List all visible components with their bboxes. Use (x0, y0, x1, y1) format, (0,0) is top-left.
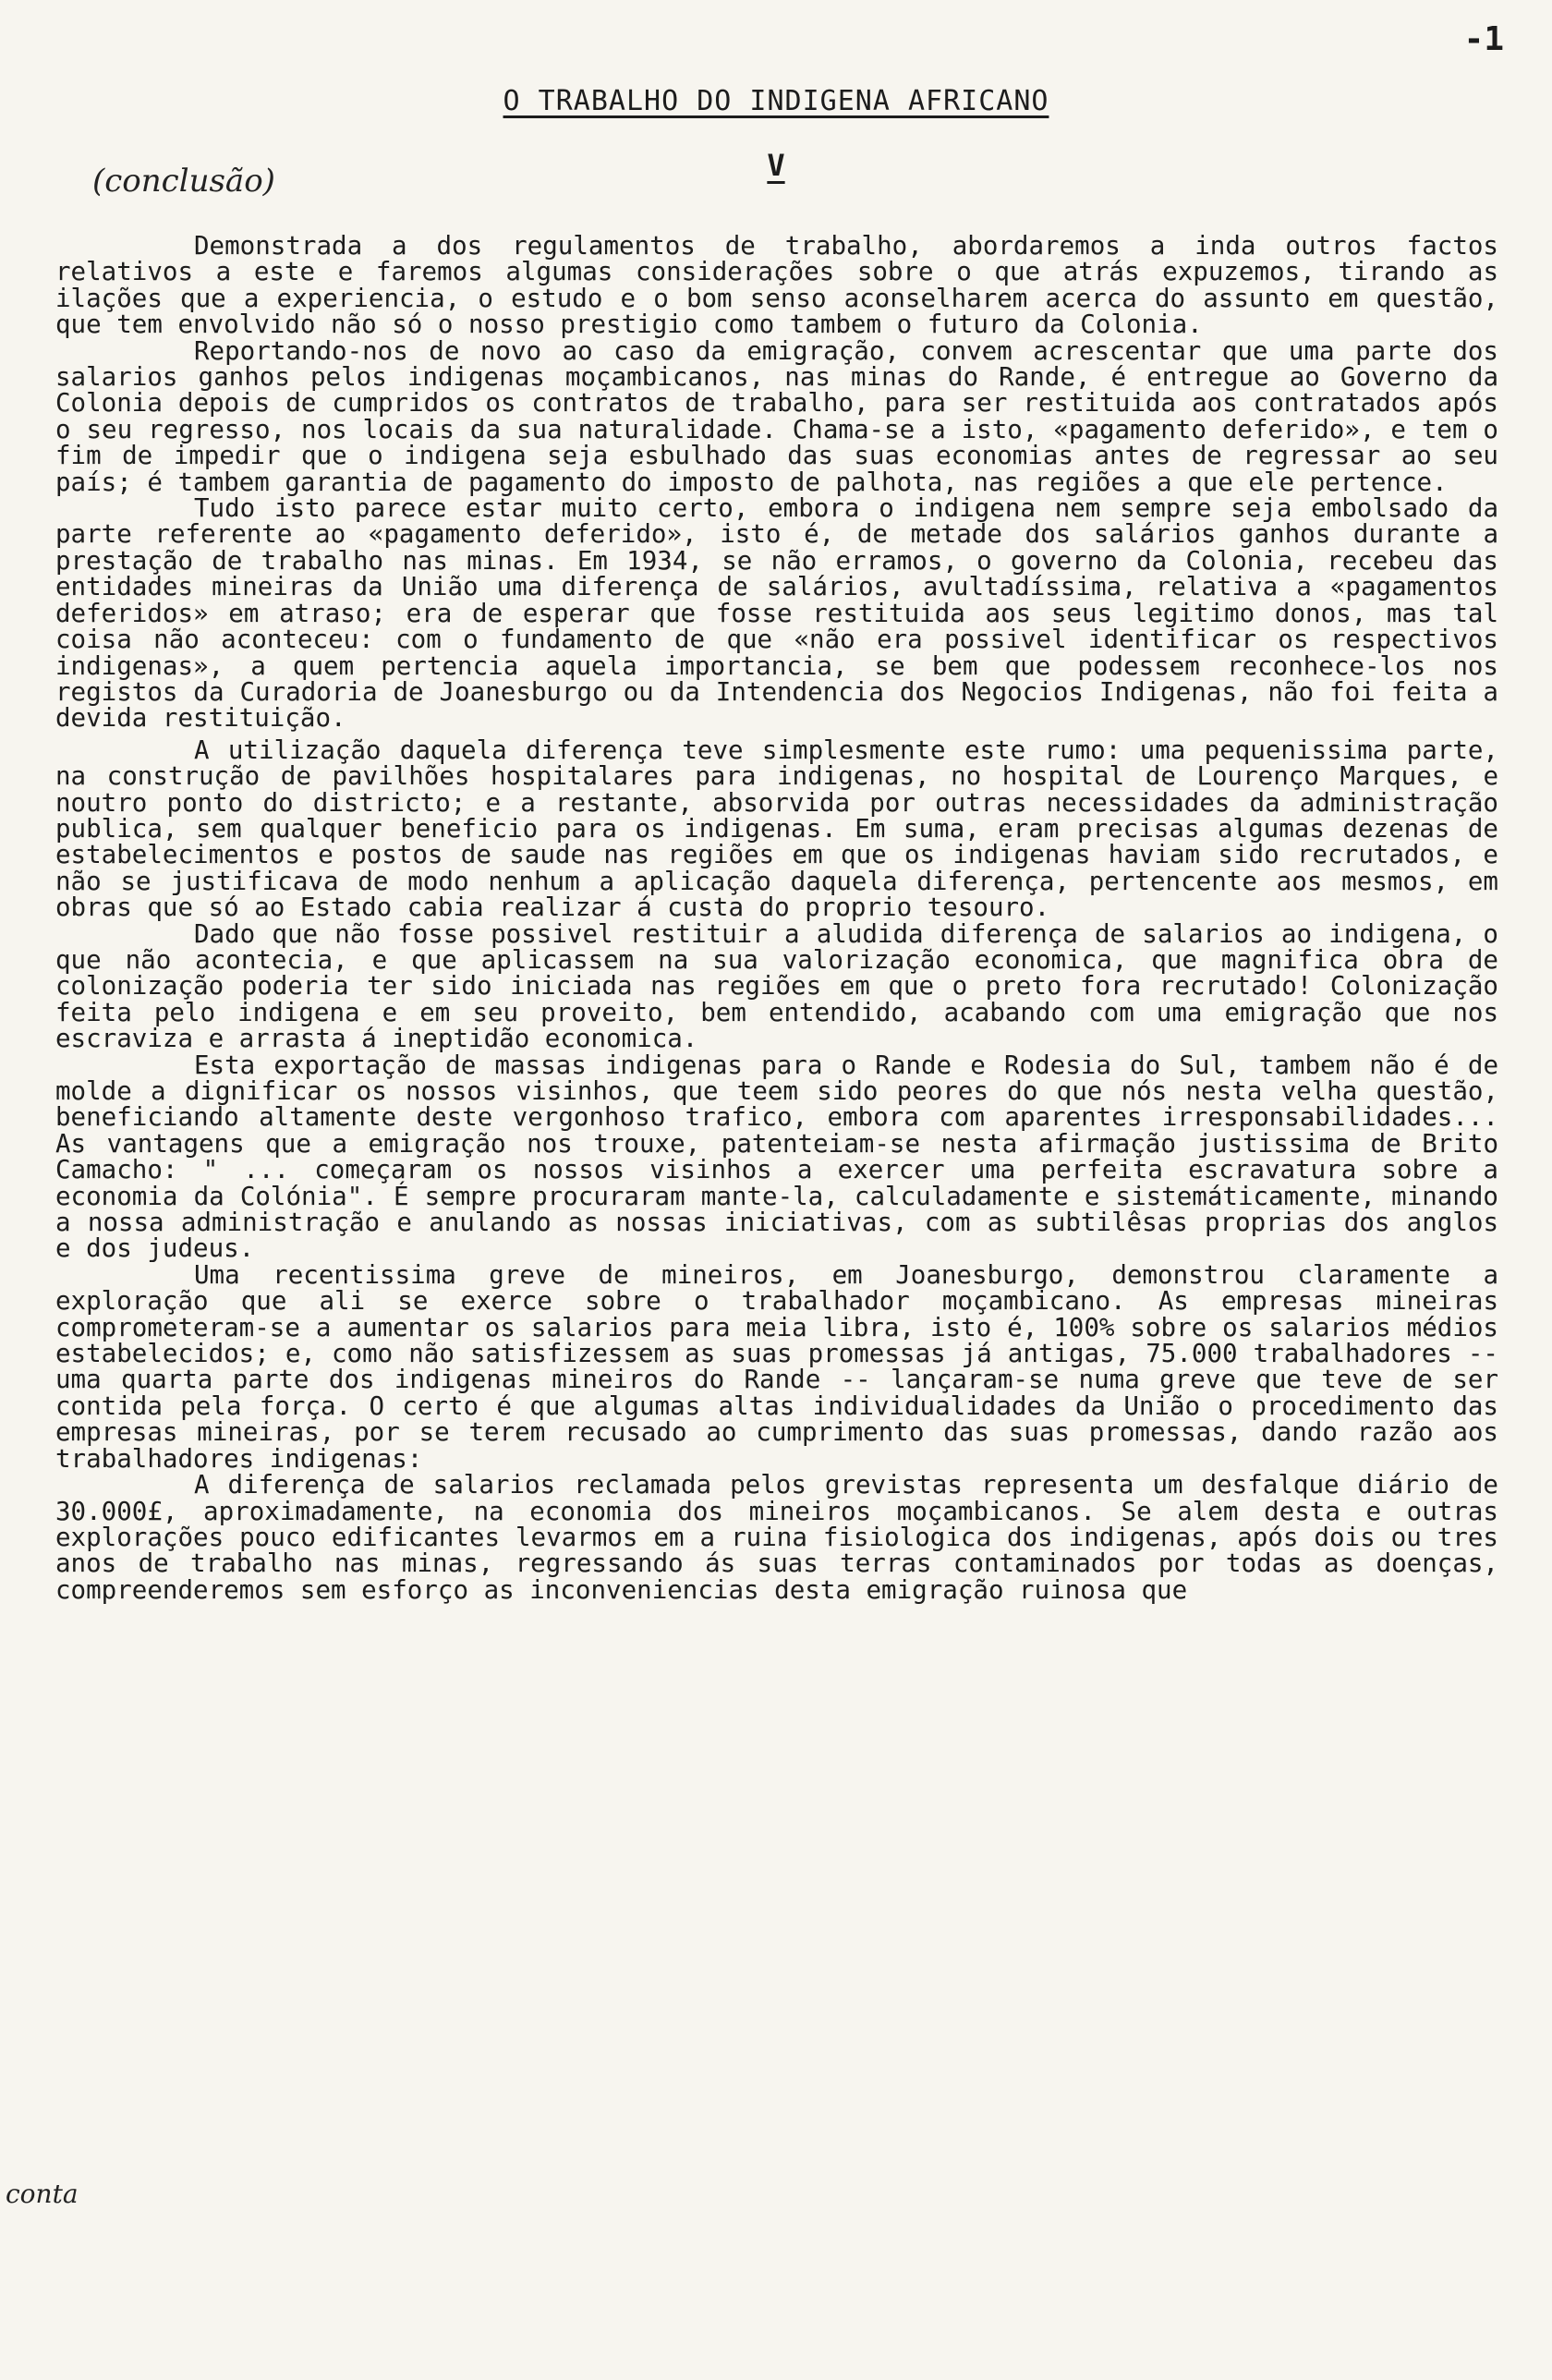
paragraph-4: A utilização daquela diferença teve simplesmente este rumo: uma pequenissima parte, na construção de pavilhões hospitalares para indigenas, no hospital de Lourenço Marques, e noutro ponto do districto; e a restante, absorvida por outras necessidades da administração publica, sem qualquer beneficio para os indigenas. Em suma, eram precisas algumas dezenas de estabelecimentos e postos de saude nas regiões em que os indigenas haviam sido recrutados, e não se justificava de modo nenhum a aplicação daquela diferença, pertencente aos mesmos, em obras que só ao Estado cabia realizar á custa do proprio tesouro. (55, 735, 1498, 923)
paragraph-1: Demonstrada a dos regulamentos de trabalho, abordaremos a inda outros factos relativos a este e faremos algumas considerações sobre o que atrás expuzemos, tirando as ilações que a experiencia, o estudo e o bom senso aconselharem acerca do assunto em questão, que tem envolvido não só o nosso prestigio como tambem o futuro da Colonia. (55, 231, 1498, 340)
paragraph-5: Dado que não fosse possivel restituir a aludida diferença de salarios ao indigena, o que não acontecia, e que aplicassem na sua valorização economica, que magnifica obra de colonização poderia ter sido iniciada nas regiões em que o preto fora recrutado! Colonização feita pelo indigena e em seu proveito, bem entendido, acabando com uma emigração que nos escraviza e arrasta á ineptidão economica. (55, 918, 1498, 1054)
paragraph-8: A diferença de salarios reclamada pelos grevistas representa um desfalque diário de 30.000£, aproximadamente, na economia dos mineiros moçambicanos. Se alem desta e outras explorações pouco edificantes levarmos em a ruina fisiologica dos indigenas, após dois ou tres anos de trabalho nas minas, regressando ás suas terras contaminados por todas as doenças, compreenderemos sem esforço as inconveniencias desta emigração ruinosa que (55, 1470, 1498, 1605)
paragraph-3: Tudo isto parece estar muito certo, embora o indigena nem sempre seja embolsado da parte referente ao «pagamento deferido», isto é, de metade dos salários ganhos durante a prestação de trabalho nas minas. Em 1934, se não erramos, o governo da Colonia, recebeu das entidades mineiras da União uma diferença de salários, avultadíssima, relativa a «pagamentos deferidos» em atraso; era de esperar que fosse restituida aos seus legitimo donos, mas tal coisa não aconteceu: com o fundamento de que «não era possivel identificar os respectivos indigenas», a quem pertencia aquela importancia, se bem que podessem reconhece-los nos registos da Curadoria de Joanesburgo ou da Intendencia dos Negocios Indigenas, não foi feita a devida restituição. (55, 493, 1498, 734)
margin-note: conta (6, 2179, 79, 2209)
paragraph-6: Esta exportação de massas indigenas para o Rande e Rodesia do Sul, tambem não é de molde a dignificar os nossos visinhos, que teem sido peores do que nós nesta velha questão, beneficiando altamente deste vergonhoso trafico, embora com aparentes irresponsabilidades... As vantagens que a emigração nos trouxe, patenteiam-se nesta afirmação justissima de Brito Camacho: " ... começaram os nossos visinhos a exercer uma perfeita escravatura sobre a economia da Colónia". É sempre procuraram mante-la, calculadamente e sistemáticamente, minando a nossa administração e anulando as nossas iniciativas, com as subtilêsas proprias dos anglos e dos judeus. (55, 1050, 1498, 1264)
paragraph-7: Uma recentissima greve de mineiros, em Joanesburgo, demonstrou claramente a exploração que ali se exerce sobre o trabalhador moçambicano. As empresas mineiras comprometeram-se a aumentar os salarios para meia libra, isto é, 100% sobre os salarios médios estabelecidos; e, como não satisfizessem as suas promessas já antigas, 75.000 trabalhadores -- uma quarta parte dos indigenas mineiros do Rande -- lançaram-se numa greve que teve de ser contida pela força. O certo é que algumas altas individualidades da União o procedimento das empresas mineiras, por se terem recusado ao cumprimento das suas promessas, dando razão aos trabalhadores indigenas: (55, 1259, 1498, 1474)
paragraph-2: Reportando-nos de novo ao caso da emigração, convem acrescentar que uma parte dos salarios ganhos pelos indigenas moçambicanos, nas minas do Rande, é entregue ao Governo da Colonia depois de cumpridos os contratos de trabalho, para ser restituida aos contratados após o seu regresso, nos locais da sua naturalidade. Chama-se a isto, «pagamento deferido», e tem o fim de impedir que o indigena seja esbulhado das suas economias antes de regressar ao seu país; é tambem garantia de pagamento do imposto de palhota, nas regiões a que ele pertence. (55, 335, 1498, 497)
document-title: O TRABALHO DO INDIGENA AFRICANO (503, 85, 1049, 117)
page-number: -1 (1463, 20, 1504, 58)
body-text (55, 233, 1498, 1603)
section-number: V (767, 148, 785, 183)
handwritten-note: (conclusão) (92, 163, 275, 200)
